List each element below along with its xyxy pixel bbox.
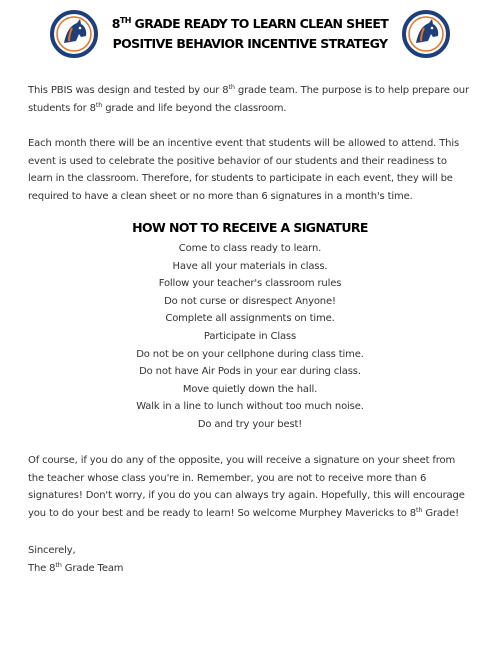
header-title-line2: POSITIVE BEHAVIOR INCENTIVE STRATEGY [112, 36, 388, 51]
list-item: Walk in a line to lunch without too much noise. [136, 401, 364, 413]
list-item: Move quietly down the hall. [182, 383, 318, 395]
intro-paragraph-1: This PBIS was design and tested by our 8th grade team. The purpose is to help prepare our students for 8th grade and life beyond the classroom. [28, 83, 469, 114]
signature-section-title: HOW NOT TO RECEIVE A SIGNATURE [132, 220, 368, 235]
signature-block [28, 542, 474, 577]
list-item: Do and try your best! [197, 418, 303, 430]
list-item: Come to class ready to learn. [178, 243, 322, 254]
header-title-line1: 8TH GRADE READY TO LEARN CLEAN SHEET [111, 16, 389, 31]
list-item: Have all your materials in class. [172, 260, 328, 272]
list-item: Complete all assignments on time. [165, 313, 335, 325]
closing-paragraph: Of course, if you do any of the opposite, you will receive a signature on your sheet from the teacher whose class you're in. Remember, you are not to receive more than 6 signatures! Don't worry, if you do you can always try again. Hopefully, this will encourage you to do your best and be ready to learn! So welcome Murphey Mavericks to 8th Grade! [28, 455, 465, 519]
list-item: Do not curse or disrespect Anyone! [164, 295, 336, 307]
mavericks-logo-right [402, 10, 450, 58]
signature-rules-list [0, 240, 500, 434]
sincerely-text: Sincerely, [28, 545, 76, 556]
list-item: Participate in Class [203, 330, 297, 342]
list-item: Follow your teacher's classroom rules [158, 278, 342, 290]
mavericks-logo-left [50, 10, 98, 58]
list-item: Do not have Air Pods in your ear during class. [139, 366, 361, 378]
intro-paragraph-2: Each month there will be an incentive event that students will be allowed to attend. This event is used to celebrate the positive behavior of our students and their readiness to learn in the classroom. Therefore, for students to participate in each event, they will be required to have a clean sheet or no more than 6 signatures in a month's time. [28, 138, 460, 202]
document-header [100, 14, 400, 54]
list-item: Do not be on your cellphone during class time. [136, 348, 364, 360]
team-signature: The 8th Grade Team [28, 560, 124, 574]
